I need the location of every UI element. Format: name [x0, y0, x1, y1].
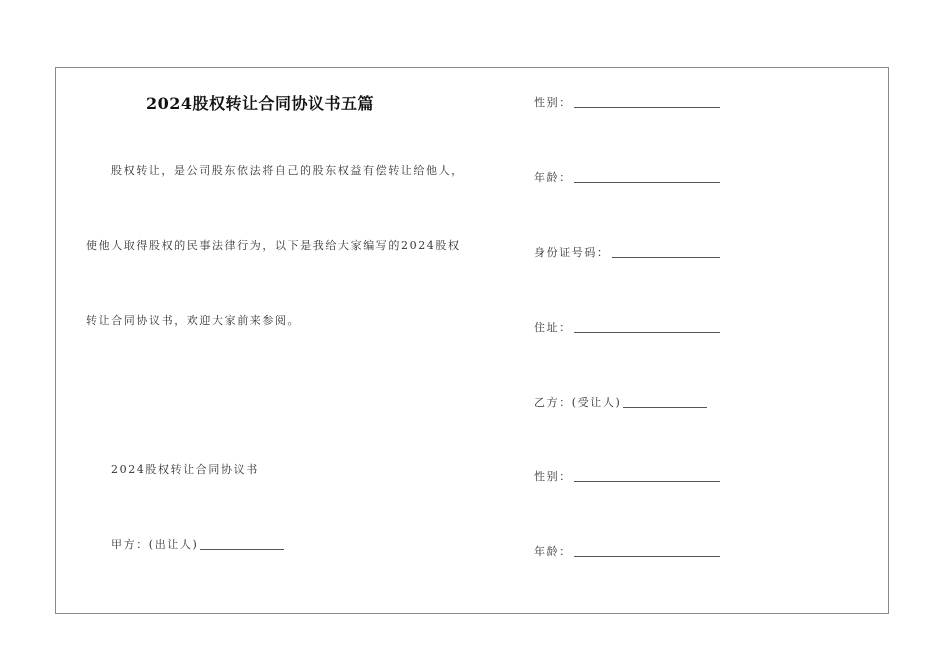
intro-line-2: 使他人取得股权的民事法律行为，以下是我给大家编写的2024股权 [86, 239, 461, 252]
address-blank[interactable] [574, 331, 720, 333]
document-page [55, 67, 889, 614]
party-a-label: 甲方：(出让人) [111, 538, 199, 551]
gender-label-2: 性别： [534, 470, 572, 483]
party-a-field [111, 536, 284, 552]
id-number-label: 身份证号码： [534, 246, 610, 259]
age-field-2 [534, 543, 720, 559]
gender-field-2 [534, 468, 720, 484]
party-b-blank[interactable] [623, 406, 707, 408]
gender-label-1: 性别： [534, 96, 572, 109]
party-b-label: 乙方：(受让人) [534, 396, 622, 409]
age-label-2: 年龄： [534, 545, 572, 558]
id-number-blank[interactable] [612, 256, 720, 258]
gender-blank-2[interactable] [574, 480, 720, 482]
age-label-1: 年龄： [534, 171, 572, 184]
gender-field-1 [534, 94, 720, 110]
address-label: 住址： [534, 321, 572, 334]
age-blank-2[interactable] [574, 555, 720, 557]
contract-heading: 2024股权转让合同协议书 [111, 463, 259, 476]
party-b-field [534, 394, 707, 410]
gender-blank-1[interactable] [574, 106, 720, 108]
id-number-field [534, 244, 720, 260]
intro-line-1: 股权转让，是公司股东依法将自己的股东权益有偿转让给他人， [111, 164, 464, 177]
intro-line-3: 转让合同协议书，欢迎大家前来参阅。 [86, 314, 301, 327]
party-a-blank[interactable] [200, 548, 284, 550]
age-field-1 [534, 169, 720, 185]
address-field [534, 319, 720, 335]
document-title: 2024股权转让合同协议书五篇 [146, 94, 375, 113]
age-blank-1[interactable] [574, 181, 720, 183]
